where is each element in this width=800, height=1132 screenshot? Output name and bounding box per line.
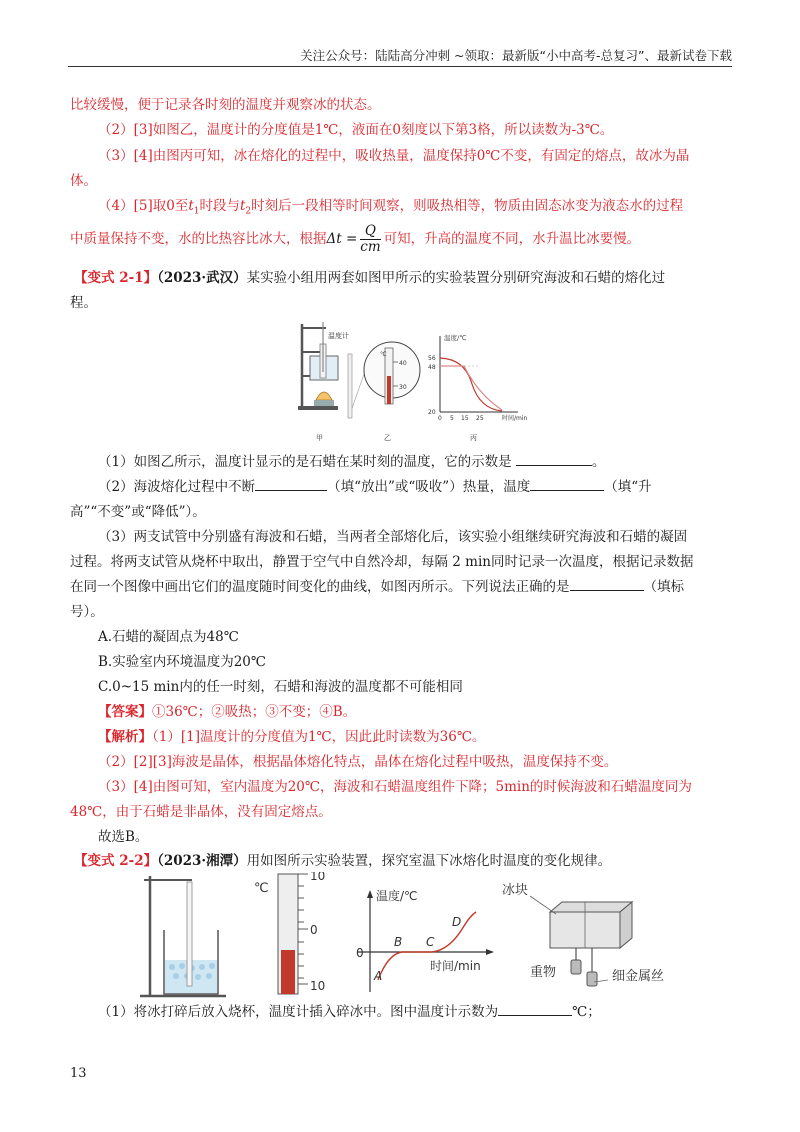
bing-ytick-56: 56 <box>428 355 436 362</box>
answer-blank-2[interactable] <box>255 478 327 491</box>
variant-2-2-question-1: （1）将冰打碎后放入烧杯，温度计插入碎冰中。图中温度计示数为 ℃； <box>98 1004 601 1020</box>
figure-2 <box>130 872 710 1002</box>
graph-bing <box>428 333 528 422</box>
question-3a: （3）两支试管中分别盛有海波和石蜡，当两者全部熔化后，该实验小组继续研究海波和石蜡的凝固 <box>98 529 688 545</box>
scale-unit: ℃ <box>254 881 269 896</box>
graph-xlabel: 时间/min <box>430 959 481 973</box>
question-2: （2）海波熔化过程中不断 （填“放出”或“吸收”）热量，温度 （填“升 <box>98 479 652 495</box>
label-wire: 细金属丝 <box>612 969 665 984</box>
explanation-line-2: （2）[2][3]海波是晶体，根据晶体熔化特点，晶体在熔化过程中吸热，温度保持不变。 <box>98 754 618 770</box>
variant-2-1-title: 【变式 2-1】（2023·武汉）某实验小组用两套如图甲所示的实验装置分别研究海波和石蜡的熔化过 <box>74 270 666 286</box>
graph-ylabel: 温度/℃ <box>376 889 418 903</box>
yi-unit: ℃ <box>380 351 387 358</box>
page-header: 关注公众号：陆陆高分冲刺 ~领取：最新版“小中高考-总复习”、最新试卷下载 <box>300 48 732 63</box>
label-jia: 甲 <box>316 434 323 442</box>
answer-blank-3[interactable] <box>530 478 604 491</box>
explanation-line-4: 故选B。 <box>98 829 149 845</box>
option-a: A.石蜡的凝固点为48℃ <box>98 629 239 645</box>
ice-melting-graph <box>356 888 494 992</box>
point-a: A <box>374 969 383 983</box>
question-3c: 在同一个图像中画出它们的温度随时间变化的曲线，如图丙所示。下列说法正确的是 （填标 <box>70 579 684 595</box>
solution-line-1: 比较缓慢，便于记录各时刻的温度并观察冰的状态。 <box>70 97 381 113</box>
bing-xtick-25: 25 <box>476 415 484 422</box>
point-d: D <box>452 915 462 929</box>
scale-top: 10 <box>310 872 326 883</box>
solution-line-4b: 中质量保持不变，水的比热容比冰大，根据Δt = $\frac{Q}{cm}$ 可知，升高的温度不同，水升温比冰要慢。 <box>70 223 641 255</box>
point-b: B <box>394 935 403 949</box>
variant-2-1-title-cont: 程。 <box>70 295 97 311</box>
apparatus-jia <box>298 322 349 410</box>
answer-blank-1[interactable] <box>516 453 592 466</box>
bing-ytick-20: 20 <box>428 409 436 416</box>
bing-xtick-0: 0 <box>438 415 442 422</box>
page-number: 13 <box>70 1066 87 1081</box>
yi-tick-30: 30 <box>399 384 407 391</box>
formula-lhs: Δt = <box>326 231 358 247</box>
solution-line-3a: （3）[4]由图丙可知，冰在熔化的过程中，吸收热量，温度保持0℃不变，有固定的熔点，故冰为晶 <box>98 148 690 164</box>
label-weight: 重物 <box>530 965 557 980</box>
solution-line-3b: 体。 <box>70 173 97 189</box>
explanation-line-3b: 48℃，由于石蜡是非晶体，没有固定熔点。 <box>70 804 332 820</box>
formula-fraction: $\frac{Q}{cm}$ <box>360 223 381 255</box>
scale-thermometer <box>254 872 325 994</box>
thermometer-yi <box>348 342 420 418</box>
label-ice: 冰块 <box>502 883 529 898</box>
label-yi: 乙 <box>384 434 391 442</box>
yi-tick-40: 40 <box>399 360 407 367</box>
ice-block-setup <box>502 882 664 986</box>
graph-zero: 0 <box>356 946 364 960</box>
label-bing: 丙 <box>470 434 477 442</box>
question-1: （1）如图乙所示，温度计显示的是石蜡在某时刻的温度，它的示数是 。 <box>98 454 606 470</box>
bing-ytick-48: 48 <box>428 364 436 371</box>
option-c: C.0~15 min内的任一时刻，石蜡和海波的温度都不可能相同 <box>98 679 463 695</box>
question-3d: 号）。 <box>70 604 104 620</box>
question-2-cont: 高”“不变”或“降低”）。 <box>70 504 206 520</box>
option-b: B.实验室内环境温度为20℃ <box>98 654 266 670</box>
bing-xtick-5: 5 <box>450 415 454 422</box>
explanation-line-1: 【解析】（1）[1]温度计的分度值为1℃，因此此时读数为36℃。 <box>98 729 486 745</box>
solution-line-4a: （4）[5]取0至$t_1$时段与$t_2$时刻后一段相等时间观察，则吸热相等，物质由固态冰变为液态水的过程 <box>98 198 684 217</box>
explanation-line-3a: （3）[4]由图可知，室内温度为20℃，海波和石蜡温度组件下降；5min的时候海波和石蜡温度同为 <box>98 779 692 795</box>
beaker-apparatus <box>140 876 226 996</box>
scale-bottom: 10 <box>310 979 326 993</box>
point-c: C <box>426 935 435 949</box>
answer-blank-5[interactable] <box>498 1003 572 1016</box>
answer-blank-4[interactable] <box>570 578 644 591</box>
bing-xlabel: 时间/min <box>502 415 528 422</box>
answer-line: 【答案】①36℃；②吸热；③不变；④B。 <box>98 704 357 720</box>
thermometer-label: 温度计 <box>328 332 349 340</box>
header-rule <box>68 66 732 67</box>
question-3b: 过程。将两支试管从烧杯中取出，静置于空气中自然冷却，每隔 2 min同时记录一次温度，根据记录数据 <box>70 554 694 570</box>
bing-xtick-15: 15 <box>461 415 469 422</box>
figure-1 <box>280 314 550 444</box>
bing-ylabel: 温度/℃ <box>444 334 467 342</box>
solution-line-2: （2）[3]如图乙，温度计的分度值是1℃，液面在0刻度以下第3格，所以读数为-3℃。 <box>98 122 614 138</box>
scale-zero: 0 <box>310 923 318 937</box>
variant-2-2-title: 【变式 2-2】（2023·湘潭）用如图所示实验装置，探究室温下冰熔化时温度的变化规律。 <box>74 853 612 869</box>
